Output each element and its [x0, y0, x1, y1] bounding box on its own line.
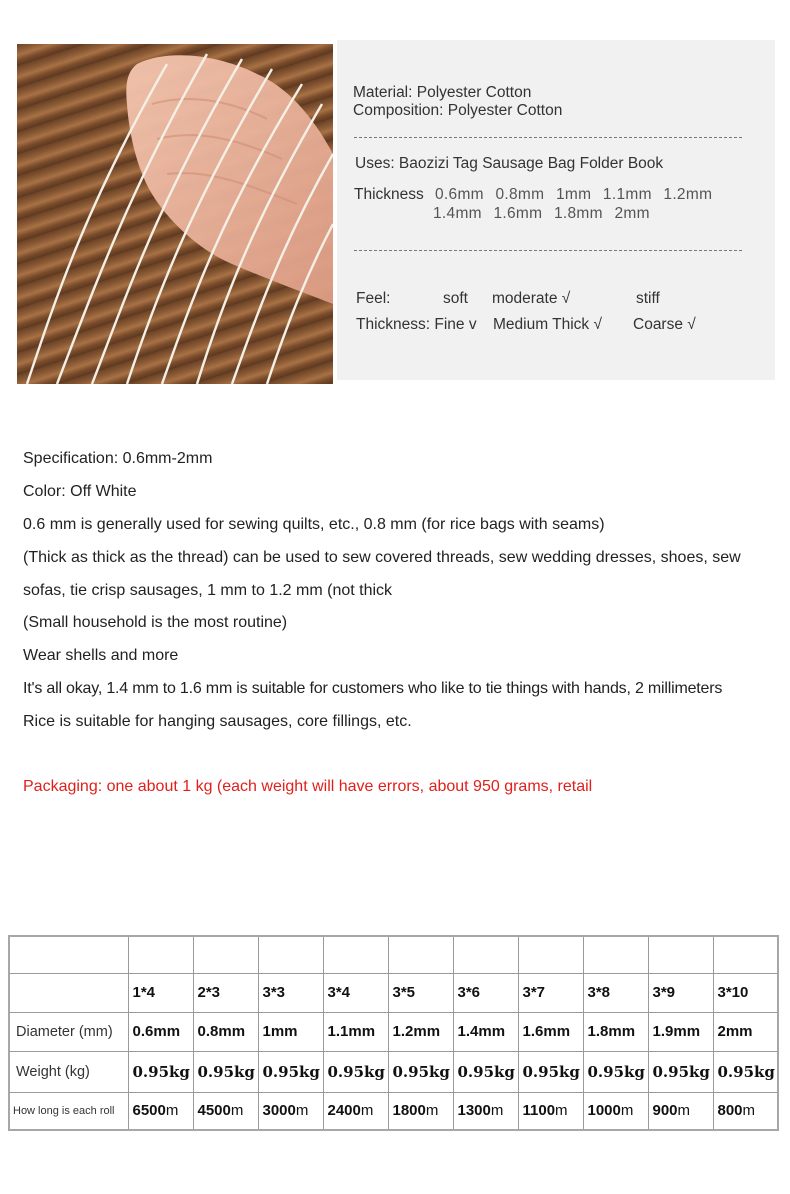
model-code: 3*9 — [648, 973, 713, 1012]
desc-line: Wear shells and more — [23, 647, 179, 664]
length-unit: m — [295, 1102, 309, 1120]
thickness-option: 1.6mm — [493, 205, 543, 222]
weight-value: 0.95kg — [518, 1051, 583, 1092]
diameter-value: 2mm — [713, 1012, 778, 1051]
length-number: 800 — [717, 1102, 743, 1120]
table-cell — [9, 973, 128, 1012]
model-code: 3*3 — [258, 973, 323, 1012]
length-unit: m — [425, 1102, 439, 1120]
length-value — [713, 1092, 778, 1130]
diameter-value: 1mm — [258, 1012, 323, 1051]
length-unit: m — [555, 1102, 568, 1120]
length-unit: m — [165, 1102, 179, 1120]
thickness-option: 1mm — [555, 186, 592, 203]
table-cell — [453, 936, 518, 973]
diameter-value: 1.6mm — [518, 1012, 583, 1051]
table-cell — [258, 936, 323, 973]
model-code: 2*3 — [193, 973, 258, 1012]
thickness-coarse-label: Coarse — [633, 316, 683, 333]
length-value — [453, 1092, 518, 1130]
material-text: Material: Polyester Cotton — [353, 84, 532, 101]
weight-label: Weight (kg) — [9, 1051, 128, 1092]
length-number: 3000 — [262, 1102, 296, 1120]
length-value — [518, 1092, 583, 1130]
uses-text: Uses: Baozizi Tag Sausage Bag Folder Book — [355, 155, 664, 172]
length-number: 1100 — [522, 1102, 556, 1120]
thickness-label: Thickness — [354, 186, 424, 203]
model-code: 3*8 — [583, 973, 648, 1012]
desc-line: (Small household is the most routine) — [23, 614, 288, 631]
length-value — [583, 1092, 648, 1130]
feel-stiff: stiff — [636, 290, 660, 307]
feel-moderate-label: moderate — [492, 290, 558, 307]
table-cell — [648, 936, 713, 973]
length-unit: m — [360, 1102, 374, 1120]
thickness-option: 2mm — [614, 205, 650, 222]
thickness-options-row-2 — [433, 205, 657, 223]
feel-moderate — [492, 290, 570, 308]
weight-value: 0.95kg — [323, 1051, 388, 1092]
length-value — [388, 1092, 453, 1130]
table-row-length — [9, 1092, 778, 1130]
diameter-label: Diameter (mm) — [9, 1012, 128, 1051]
diameter-value: 1.9mm — [648, 1012, 713, 1051]
spec-line: Specification: 0.6mm-2mm — [23, 450, 213, 467]
spec-table — [8, 935, 779, 1131]
product-photo — [17, 44, 333, 384]
length-number: 6500 — [132, 1102, 166, 1120]
color-line: Color: Off White — [23, 483, 137, 500]
spec-panel — [337, 40, 775, 380]
diameter-value: 1.2mm — [388, 1012, 453, 1051]
desc-line: sofas, tie crisp sausages, 1 mm to 1.2 mm (not thick — [23, 582, 393, 599]
desc-line: Rice is suitable for hanging sausages, core fillings, etc. — [23, 713, 412, 730]
model-code: 3*6 — [453, 973, 518, 1012]
thickness-option: 1.2mm — [663, 186, 713, 203]
check-mark-icon: √ — [593, 316, 603, 333]
diameter-value: 1.8mm — [583, 1012, 648, 1051]
length-number: 900 — [652, 1102, 678, 1120]
table-cell — [388, 936, 453, 973]
weight-value: 0.95kg — [128, 1051, 193, 1092]
weight-value: 0.95kg — [388, 1051, 453, 1092]
length-number: 1300 — [457, 1102, 491, 1120]
table-cell — [193, 936, 258, 973]
length-value — [258, 1092, 323, 1130]
table-row-blank — [9, 936, 778, 973]
diameter-value: 0.6mm — [128, 1012, 193, 1051]
model-code: 1*4 — [128, 973, 193, 1012]
weight-value: 0.95kg — [648, 1051, 713, 1092]
thickness-option: 1.4mm — [433, 205, 482, 222]
length-unit: m — [490, 1102, 504, 1120]
diameter-value: 1.4mm — [453, 1012, 518, 1051]
thickness-option: 0.8mm — [495, 186, 545, 203]
divider — [354, 137, 742, 138]
table-cell — [518, 936, 583, 973]
length-unit: m — [677, 1102, 691, 1120]
table-row-weight — [9, 1051, 778, 1092]
check-mark-icon: √ — [687, 316, 696, 333]
length-unit: m — [742, 1102, 756, 1120]
diameter-value: 0.8mm — [193, 1012, 258, 1051]
feel-label: Feel: — [356, 290, 391, 307]
length-number: 4500 — [197, 1102, 231, 1120]
thickness-option: 0.6mm — [435, 186, 484, 203]
weight-value: 0.95kg — [583, 1051, 648, 1092]
desc-line: (Thick as thick as the thread) can be used to sew covered threads, sew wedding dresses, shoes, sew — [23, 549, 741, 566]
table-cell — [323, 936, 388, 973]
weight-value: 0.95kg — [713, 1051, 778, 1092]
packaging-note: Packaging: one about 1 kg (each weight will have errors, about 950 grams, retail — [23, 778, 593, 795]
thickness-options-row-1 — [435, 186, 719, 204]
length-number: 2400 — [327, 1102, 361, 1120]
thickness-medium-label: Medium Thick — [493, 316, 590, 333]
thickness-option: 1.8mm — [553, 205, 603, 222]
table-row-codes — [9, 973, 778, 1012]
table-row-diameter — [9, 1012, 778, 1051]
length-number: 1000 — [587, 1102, 621, 1120]
table-cell — [128, 936, 193, 973]
length-value — [323, 1092, 388, 1130]
length-unit: m — [620, 1102, 634, 1120]
length-value — [193, 1092, 258, 1130]
feel-soft: soft — [443, 290, 468, 307]
model-code: 3*4 — [323, 973, 388, 1012]
table-cell — [713, 936, 778, 973]
thickness-medium — [493, 316, 602, 334]
model-code: 3*10 — [713, 973, 778, 1012]
length-number: 1800 — [392, 1102, 426, 1120]
thread-on-hand-illustration — [17, 44, 333, 384]
weight-value: 0.95kg — [453, 1051, 518, 1092]
desc-line: It's all okay, 1.4 mm to 1.6 mm is suitable for customers who like to tie things with hands, 2 millimeters — [23, 680, 723, 697]
weight-value: 0.95kg — [258, 1051, 323, 1092]
model-code: 3*7 — [518, 973, 583, 1012]
divider — [354, 250, 742, 251]
thickness-option: 1.1mm — [602, 186, 652, 203]
thickness-coarse — [633, 316, 696, 334]
weight-value: 0.95kg — [193, 1051, 258, 1092]
desc-line: 0.6 mm is generally used for sewing quilts, etc., 0.8 mm (for rice bags with seams) — [23, 516, 605, 533]
model-code: 3*5 — [388, 973, 453, 1012]
composition-text: Composition: Polyester Cotton — [353, 102, 563, 119]
length-unit: m — [230, 1102, 244, 1120]
check-mark-icon: √ — [561, 290, 571, 307]
thickness-fine: Thickness: Fine v — [356, 316, 477, 333]
table-cell — [9, 936, 128, 973]
length-value — [128, 1092, 193, 1130]
length-label: How long is each roll — [9, 1092, 128, 1130]
length-value — [648, 1092, 713, 1130]
diameter-value: 1.1mm — [323, 1012, 388, 1051]
table-cell — [583, 936, 648, 973]
